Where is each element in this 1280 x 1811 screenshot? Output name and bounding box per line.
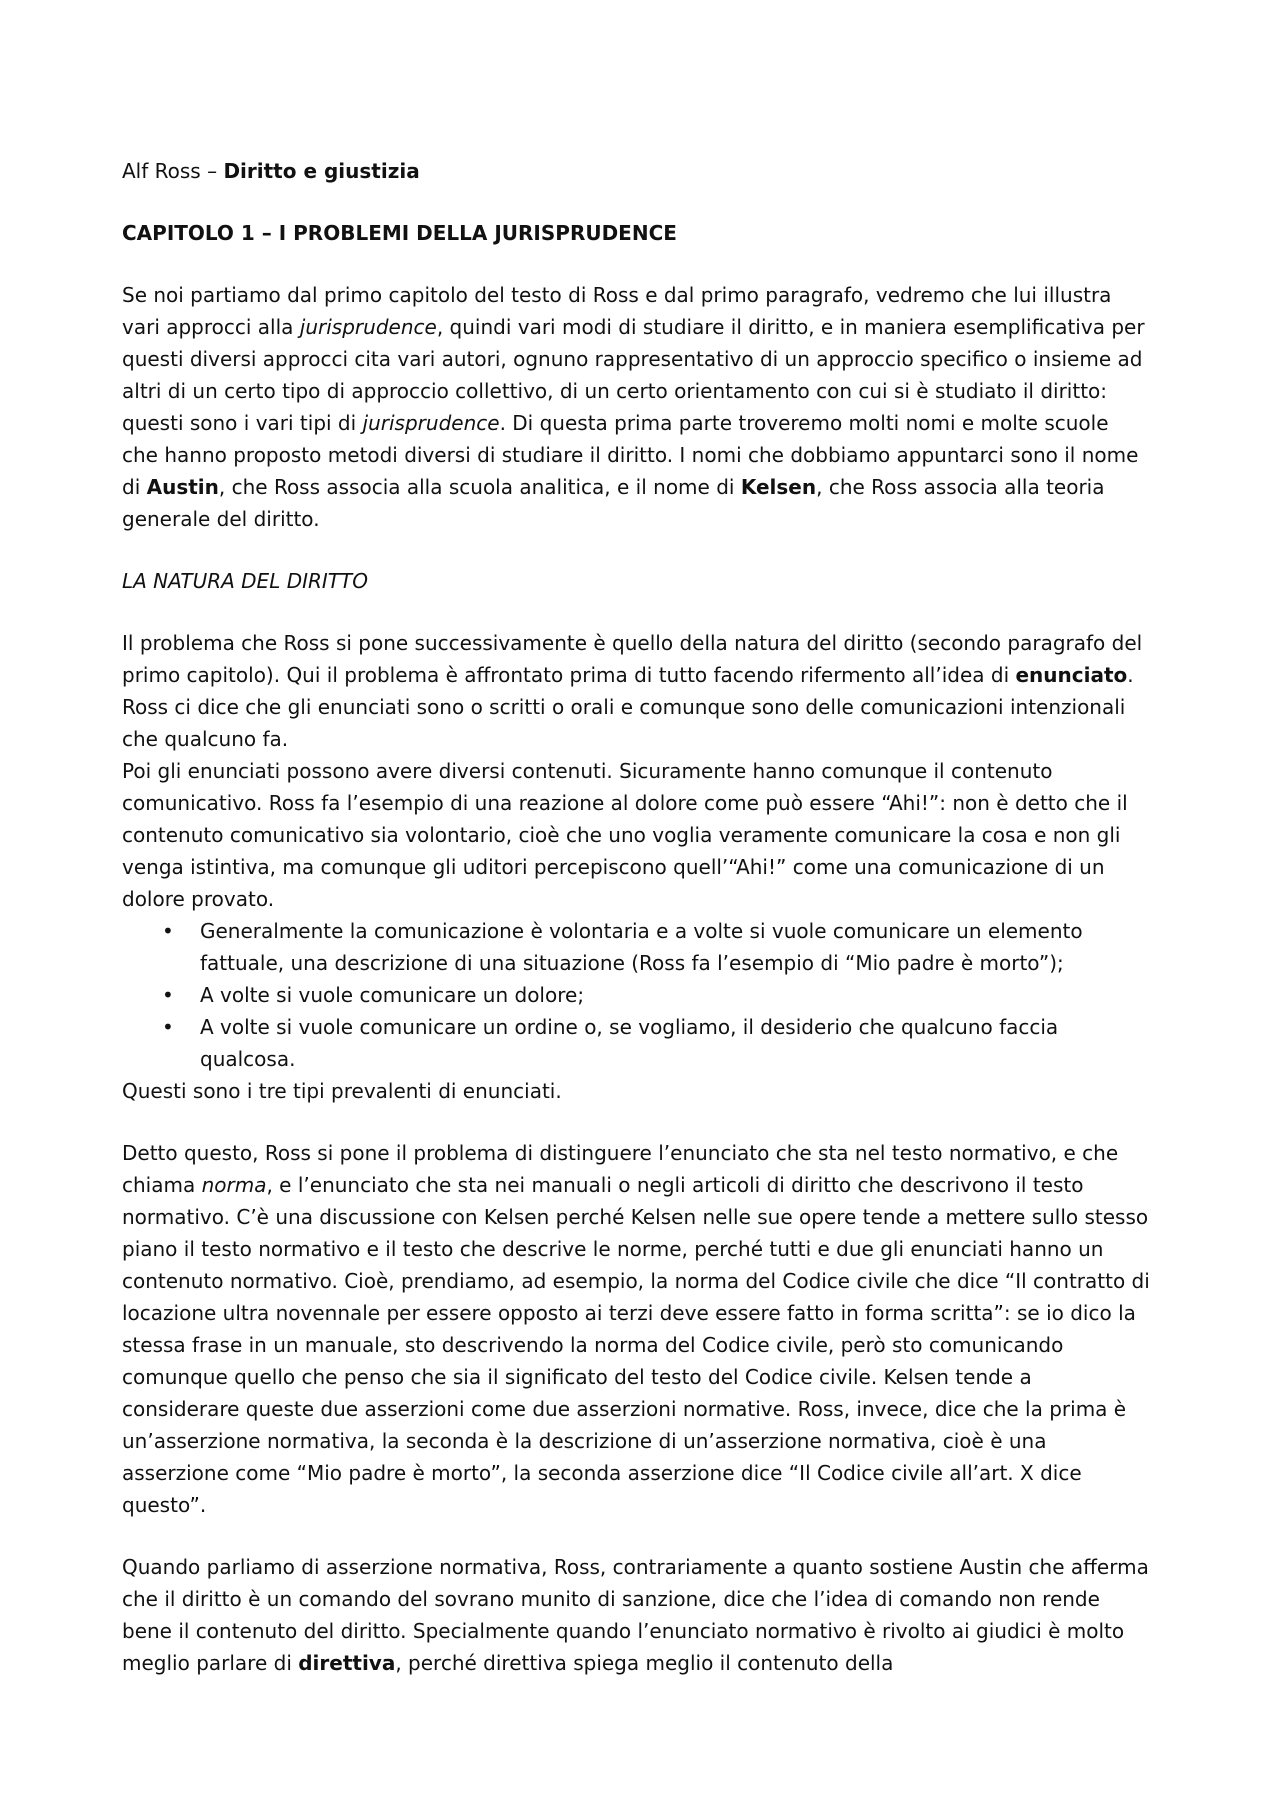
- list-item: • A volte si vuole comunicare un dolore;: [122, 979, 1150, 1011]
- section-heading: LA NATURA DEL DIRITTO: [122, 569, 368, 593]
- text-span: Detto questo, Ross si pone il problema di distinguere l’enunciato che sta nel testo normativo, e che chiama: [122, 1141, 1119, 1197]
- list-item: • Generalmente la comunicazione è volontaria e a volte si vuole comunicare un elemento fattuale, una descrizione di una situazione (Ross fa l’esempio di “Mio padre è morto”);: [122, 915, 1150, 979]
- text-span: , quindi vari modi di studiare il diritto, e in maniera esemplificativa per questi diversi approcci cita vari autori, ognuno rappresentativo di un approccio specifico o insieme ad altri di un certo tipo di approccio collettivo, di un certo orientamento con cui si è studiato il diritto: questi sono i vari tipi di: [122, 315, 1145, 435]
- italic-term-norma: norma: [201, 1173, 267, 1197]
- bold-term-direttiva: direttiva: [298, 1651, 396, 1675]
- paragraph-norma: [122, 1137, 1150, 1521]
- paragraph-natura: [122, 627, 1150, 755]
- text-span: . Di questa prima parte troveremo molti nomi e molte scuole che hanno proposto metodi diversi di studiare il diritto. I nomi che dobbiamo appuntarci sono il nome di: [122, 411, 1139, 499]
- bold-name-kelsen: Kelsen: [740, 475, 817, 499]
- text-span: , perché direttiva spiega meglio il contenuto della: [395, 1651, 894, 1675]
- italic-term: jurisprudence: [362, 411, 500, 435]
- bold-name-austin: Austin: [146, 475, 219, 499]
- italic-term: jurisprudence: [299, 315, 437, 339]
- document-title-line: [122, 155, 1150, 187]
- chapter-heading: CAPITOLO 1 – I PROBLEMI DELLA JURISPRUDENCE: [122, 221, 677, 245]
- text-span: , che Ross associa alla teoria generale del diritto.: [122, 475, 1105, 531]
- text-span: Quando parliamo di asserzione normativa, Ross, contrariamente a quanto sostiene Austin che afferma che il diritto è un comando del sovrano munito di sanzione, dice che l’idea di comando non rende bene il contenuto del diritto. Specialmente quando l’enunciato normativo è rivolto ai giudici è molto meglio parlare di: [122, 1555, 1149, 1675]
- text-span: , e l’enunciato che sta nei manuali o negli articoli di diritto che descrivono il testo normativo. C’è una discussione con Kelsen perché Kelsen nelle sue opere tende a mettere sullo stesso piano il testo normativo e il testo che descrive le norme, perché tutti e due gli enunciati hanno un contenuto normativo. Cioè, prendiamo, ad esempio, la norma del Codice civile che dice “Il contratto di locazione ultra novennale per essere opposto ai terzi deve essere fatto in forma scritta”: se io dico la stessa frase in un manuale, sto descrivendo la norma del Codice civile, però sto comunicando comunque quello che penso che sia il significato del testo del Codice civile. Kelsen tende a considerare queste due asserzioni come due asserzioni normative. Ross, invece, dice che la prima è un’asserzione normativa, la seconda è la descrizione di un’asserzione normativa, cioè è una asserzione come “Mio padre è morto”, la seconda asserzione dice “Il Codice civile all’art. X dice questo”.: [122, 1173, 1150, 1517]
- text-span: . Ross ci dice che gli enunciati sono o scritti o orali e comunque sono delle comunicazioni intenzionali che qualcuno fa.: [122, 663, 1134, 751]
- paragraph-contenuti: Poi gli enunciati possono avere diversi contenuti. Sicuramente hanno comunque il contenuto comunicativo. Ross fa l’esempio di una reazione al dolore come può essere “Ahi!”: non è detto che il contenuto comunicativo sia volontario, cioè che uno voglia veramente comunicare la cosa e non gli venga istintiva, ma comunque gli uditori percepiscono quell’“Ahi!” come una comunicazione di un dolore provato.: [122, 759, 1128, 911]
- text-span: Il problema che Ross si pone successivamente è quello della natura del diritto (secondo paragrafo del primo capitolo). Qui il problema è affrontato prima di tutto facendo rifermento all’idea di: [122, 631, 1143, 687]
- paragraph-intro: [122, 279, 1150, 535]
- paragraph-tipi: Questi sono i tre tipi prevalenti di enunciati.: [122, 1079, 562, 1103]
- author-prefix: Alf Ross –: [122, 159, 224, 183]
- text-span: Se noi partiamo dal primo capitolo del testo di Ross e dal primo paragrafo, vedremo che lui illustra vari approcci alla: [122, 283, 1112, 339]
- list-item: • A volte si vuole comunicare un ordine o, se vogliamo, il desiderio che qualcuno faccia qualcosa.: [122, 1011, 1150, 1075]
- bold-term-enunciato: enunciato: [1015, 663, 1128, 687]
- paragraph-direttiva: [122, 1551, 1150, 1679]
- book-title: Diritto e giustizia: [223, 159, 420, 183]
- text-span: , che Ross associa alla scuola analitica, e il nome di: [218, 475, 741, 499]
- bullet-list: [122, 915, 1150, 1075]
